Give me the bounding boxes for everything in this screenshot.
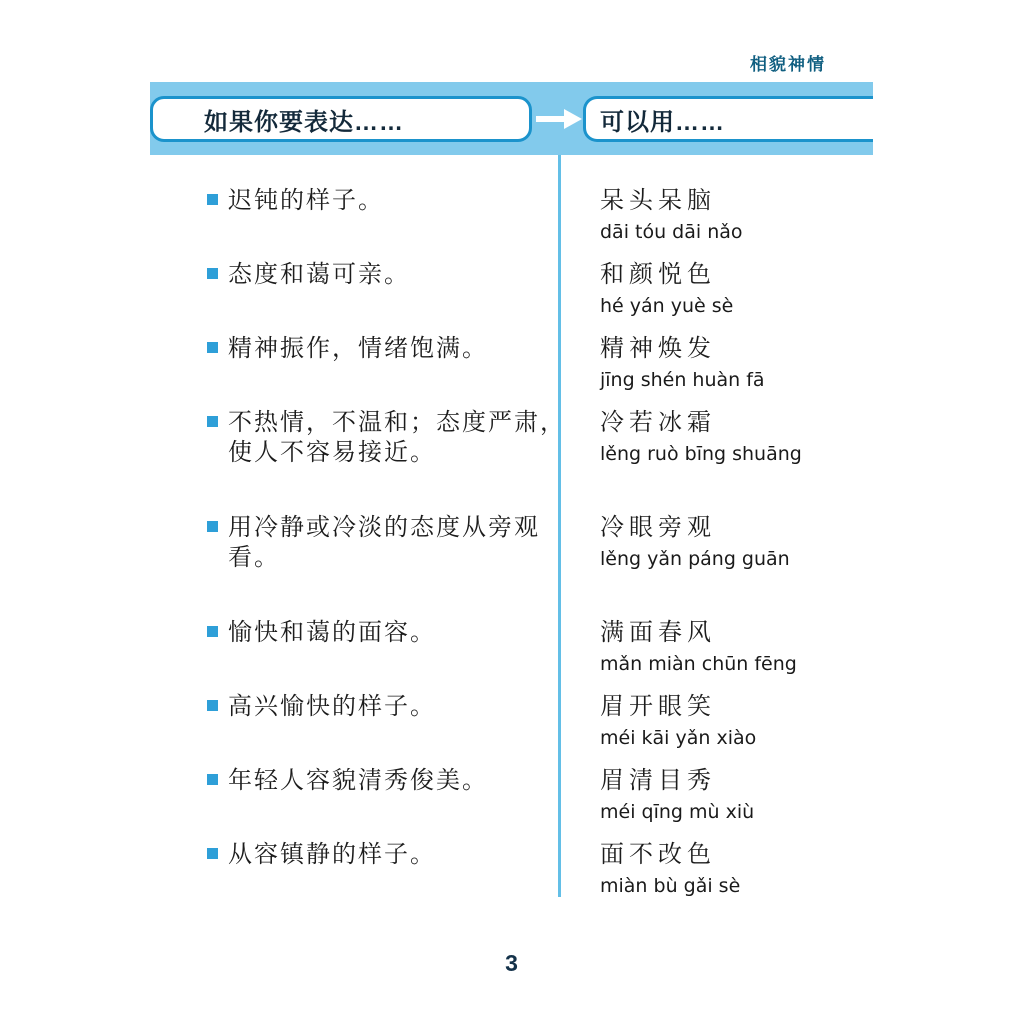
page-number: 3 xyxy=(505,950,518,976)
description: 态度和蔼可亲。 xyxy=(228,260,410,288)
idiom: 精神焕发 xyxy=(600,334,716,362)
pinyin: lěng ruò bīng shuāng xyxy=(600,443,802,465)
table-row xyxy=(150,765,873,839)
idiom-cell xyxy=(558,691,756,751)
usage-box-label: 可以用…… xyxy=(600,108,725,136)
pinyin: mǎn miàn chūn fēng xyxy=(600,653,797,675)
bullet-icon xyxy=(207,700,218,711)
table-row xyxy=(150,512,873,617)
idiom-table xyxy=(150,155,873,913)
idiom-cell xyxy=(558,407,802,467)
table-row xyxy=(150,185,873,259)
bullet-icon xyxy=(207,848,218,859)
pinyin: méi qīng mù xiù xyxy=(600,801,755,823)
idiom-cell xyxy=(558,333,765,393)
bullet-icon xyxy=(207,774,218,785)
description: 高兴愉快的样子。 xyxy=(228,692,436,720)
idiom-cell xyxy=(558,617,797,677)
expression-box xyxy=(150,96,532,142)
idiom-cell xyxy=(558,765,754,825)
idiom-cell xyxy=(558,259,733,319)
description-cell xyxy=(150,333,558,363)
idiom-cell xyxy=(558,839,740,899)
idiom: 眉清目秀 xyxy=(600,766,716,794)
idiom: 冷眼旁观 xyxy=(600,513,716,541)
description: 不热情，不温和；态度严肃， 使人不容易接近。 xyxy=(228,408,566,466)
description: 精神振作，情绪饱满。 xyxy=(228,334,488,362)
pinyin: méi kāi yǎn xiào xyxy=(600,727,757,749)
description-cell xyxy=(150,185,558,215)
description-cell xyxy=(150,765,558,795)
header-band xyxy=(150,82,873,155)
bullet-icon xyxy=(207,416,218,427)
bullet-icon xyxy=(207,194,218,205)
idiom-cell xyxy=(558,185,743,245)
table-row xyxy=(150,333,873,407)
description: 用冷静或冷淡的态度从旁观 看。 xyxy=(228,513,540,571)
idiom: 眉开眼笑 xyxy=(600,692,716,720)
right-arrow-icon xyxy=(536,107,583,131)
pinyin: miàn bù gǎi sè xyxy=(600,875,741,897)
bullet-icon xyxy=(207,268,218,279)
table-row xyxy=(150,407,873,512)
expression-box-label: 如果你要表达…… xyxy=(204,108,404,136)
description-cell xyxy=(150,617,558,647)
pinyin: jīng shén huàn fā xyxy=(600,369,765,391)
idiom: 冷若冰霜 xyxy=(600,408,716,436)
pinyin: dāi tóu dāi nǎo xyxy=(600,221,743,243)
description-cell xyxy=(150,407,566,467)
idiom: 和颜悦色 xyxy=(600,260,716,288)
table-row xyxy=(150,259,873,333)
chapter-label: 相貌神情 xyxy=(750,55,826,74)
description: 从容镇静的样子。 xyxy=(228,840,436,868)
usage-box xyxy=(583,96,873,142)
idiom: 面不改色 xyxy=(600,840,716,868)
idiom-cell xyxy=(558,512,790,572)
pinyin: lěng yǎn páng guān xyxy=(600,548,790,570)
table-row xyxy=(150,691,873,765)
description-cell xyxy=(150,259,558,289)
idiom: 满面春风 xyxy=(600,618,716,646)
idiom: 呆头呆脑 xyxy=(600,186,716,214)
description-cell xyxy=(150,839,558,869)
bullet-icon xyxy=(207,521,218,532)
bullet-icon xyxy=(207,342,218,353)
bullet-icon xyxy=(207,626,218,637)
description-cell xyxy=(150,691,558,721)
table-row xyxy=(150,617,873,691)
pinyin: hé yán yuè sè xyxy=(600,295,734,317)
description: 年轻人容貌清秀俊美。 xyxy=(228,766,488,794)
table-row xyxy=(150,839,873,913)
description: 愉快和蔼的面容。 xyxy=(228,618,436,646)
description: 迟钝的样子。 xyxy=(228,186,384,214)
description-cell xyxy=(150,512,558,572)
